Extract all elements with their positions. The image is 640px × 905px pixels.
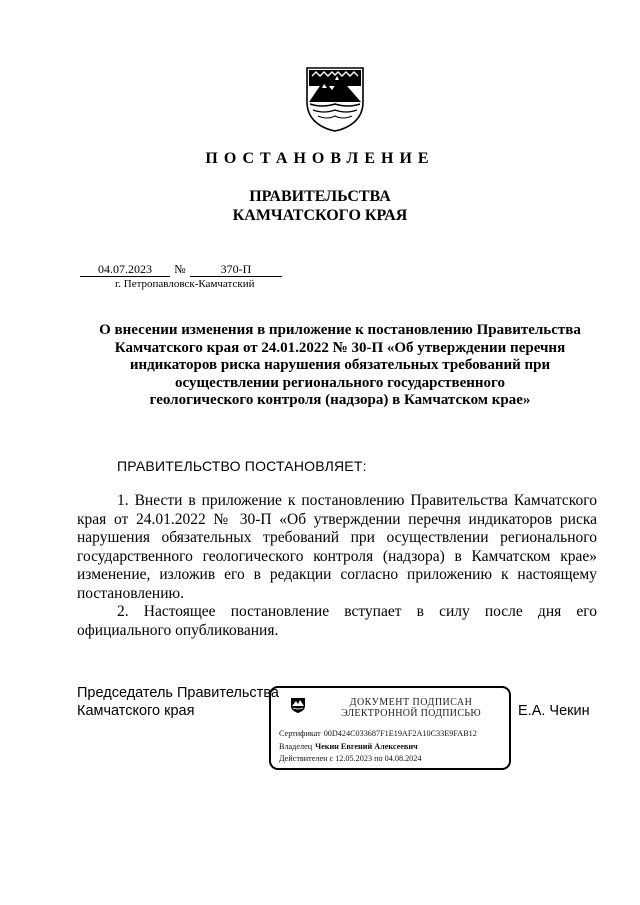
signer-name: Е.А. Чекин [518, 703, 590, 719]
document-title: ПОСТАНОВЛЕНИЕ [205, 150, 435, 167]
signer-title-line-2: Камчатского края [77, 703, 195, 719]
signer-title [77, 684, 279, 720]
signer-title-line-1: Председатель Правительства [77, 685, 279, 701]
document-date: 04.07.2023 [80, 263, 170, 277]
document-issuer [0, 187, 640, 225]
issuer-line-2: КАМЧАТСКОГО КРАЯ [232, 207, 408, 224]
document-city: г. Петропавловск-Камчатский [115, 278, 255, 290]
stamp-owner-value: Чекин Евгений Алексеевич [315, 742, 418, 751]
number-label: № [174, 262, 186, 276]
coat-of-arms-icon [302, 62, 368, 132]
stamp-validity: Действителен с 12.05.2023 по 04.08.2024 [279, 754, 422, 763]
resolves-heading: ПРАВИТЕЛЬСТВО ПОСТАНОВЛЯЕТ: [117, 458, 367, 474]
subject-line: осуществлении регионального государственного [175, 374, 505, 391]
body-paragraph-1: 1. Внести в приложение к постановлению Правительства Камчатского края от 24.01.2022 № 30-П «Об утверждении перечня индикаторов риска нарушения обязательных требований при осуществлении регионального государственного геологического контроля (надзора) в Камчатском крае» изменение, изложив его в редакции согласно приложению к настоящему постановлению. [77, 492, 597, 602]
subject-line: индикаторов риска нарушения обязательных требований при [129, 357, 551, 373]
document-body [77, 492, 597, 640]
stamp-header-line-2: ЭЛЕКТРОННОЙ ПОДПИСЬЮ [341, 708, 481, 719]
stamp-owner-label: Владелец [279, 742, 313, 751]
stamp-certificate-value: 00D424C033687F1E19AF2A10C33E9FAB12 [323, 729, 477, 738]
subject-line: Камчатского края от 24.01.2022 № 30-П «Об утверждении перечня [114, 339, 566, 356]
electronic-signature-stamp [269, 686, 511, 770]
issuer-line-1: ПРАВИТЕЛЬСТВА [249, 188, 391, 205]
stamp-certificate [279, 729, 477, 739]
date-number-row [80, 262, 282, 277]
stamp-header-line-1: ДОКУМЕНТ ПОДПИСАН [349, 697, 473, 708]
stamp-emblem-icon [289, 696, 307, 714]
document-number: 370-П [190, 263, 282, 277]
subject-line: геологического контроля (надзора) в Камчатском крае» [149, 392, 531, 408]
body-paragraph-2: 2. Настоящее постановление вступает в силу после дня его официального опубликования. [77, 603, 597, 639]
subject-line: О внесении изменения в приложение к постановлению Правительства [99, 322, 581, 338]
stamp-certificate-label: Сертификат [279, 729, 321, 738]
stamp-owner [279, 742, 418, 752]
document-subject [80, 322, 600, 410]
